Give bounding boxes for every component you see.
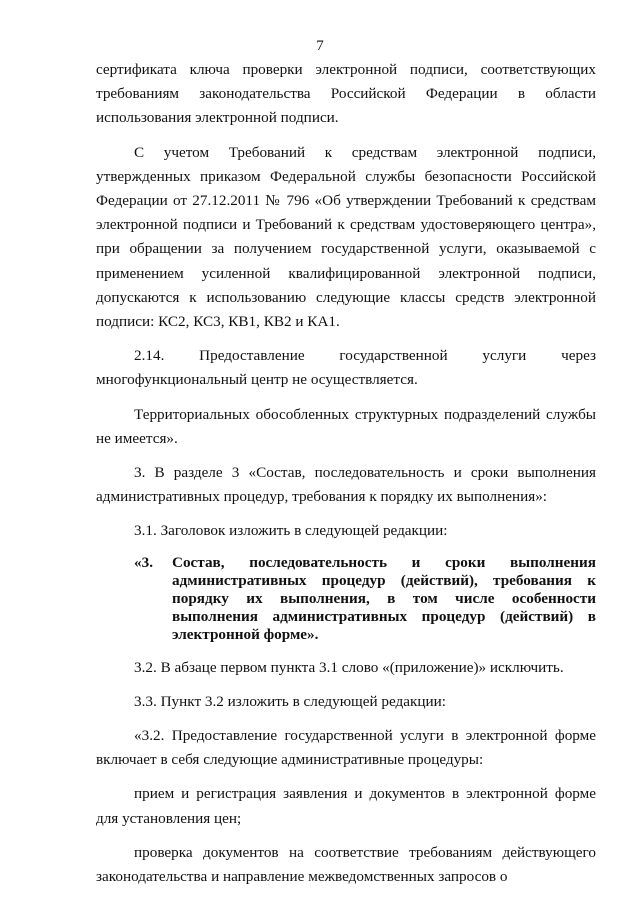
paragraph: 3.2. В абзаце первом пункта 3.1 слово «(приложение)» исключить. [134,658,564,676]
paragraph: С учетом Требований к средствам электронной подписи, утвержденных приказом Федеральной службы безопасности Российской Федерации от 27.12.2011 № 796 «Об утверждении Требований к средствам электронной подписи и Требований к средствам удостоверяющего центра», при обращении за получением государственной услуги, оказываемой с применением усиленной квалифицированной электронной подписи, допускаются к использованию следующие классы средств электронной подписи: КС2, КС3, КВ1, КВ2 и КА1. [96,143,596,331]
paragraph: 3.3. Пункт 3.2 изложить в следующей редакции: [134,692,447,710]
section-heading-number: «3. [134,553,153,571]
section-heading-text: Состав, последовательность и сроки выполнения административных процедур (действий), требования к порядку их выполнения, в том числе особенности выполнения административных процедур (действий) в электронной форме». [172,553,596,643]
paragraph: Территориальных обособленных структурных подразделений службы не имеется». [96,405,596,447]
section-heading [134,554,596,644]
paragraph: 2.14. Предоставление государственной услуги через многофункциональный центр не осуществляется. [96,347,596,389]
paragraph: 3. В разделе 3 «Состав, последовательность и сроки выполнения административных процедур, требования к порядку их выполнения»: [96,464,596,506]
paragraph: «3.2. Предоставление государственной услуги в электронной форме включает в себя следующие административные процедуры: [96,727,596,769]
paragraph: 3.1. Заголовок изложить в следующей редакции: [134,522,448,540]
paragraph: сертификата ключа проверки электронной подписи, соответствующих требованиям законодательства Российской Федерации в области использования электронной подписи. [96,61,596,127]
paragraph: проверка документов на соответствие требованиям действующего законодательства и направление межведомственных запросов о [96,843,596,886]
page-number: 7 [316,38,324,54]
paragraph: прием и регистрация заявления и документов в электронной форме для установления цен; [96,785,596,827]
document-body [96,58,596,899]
